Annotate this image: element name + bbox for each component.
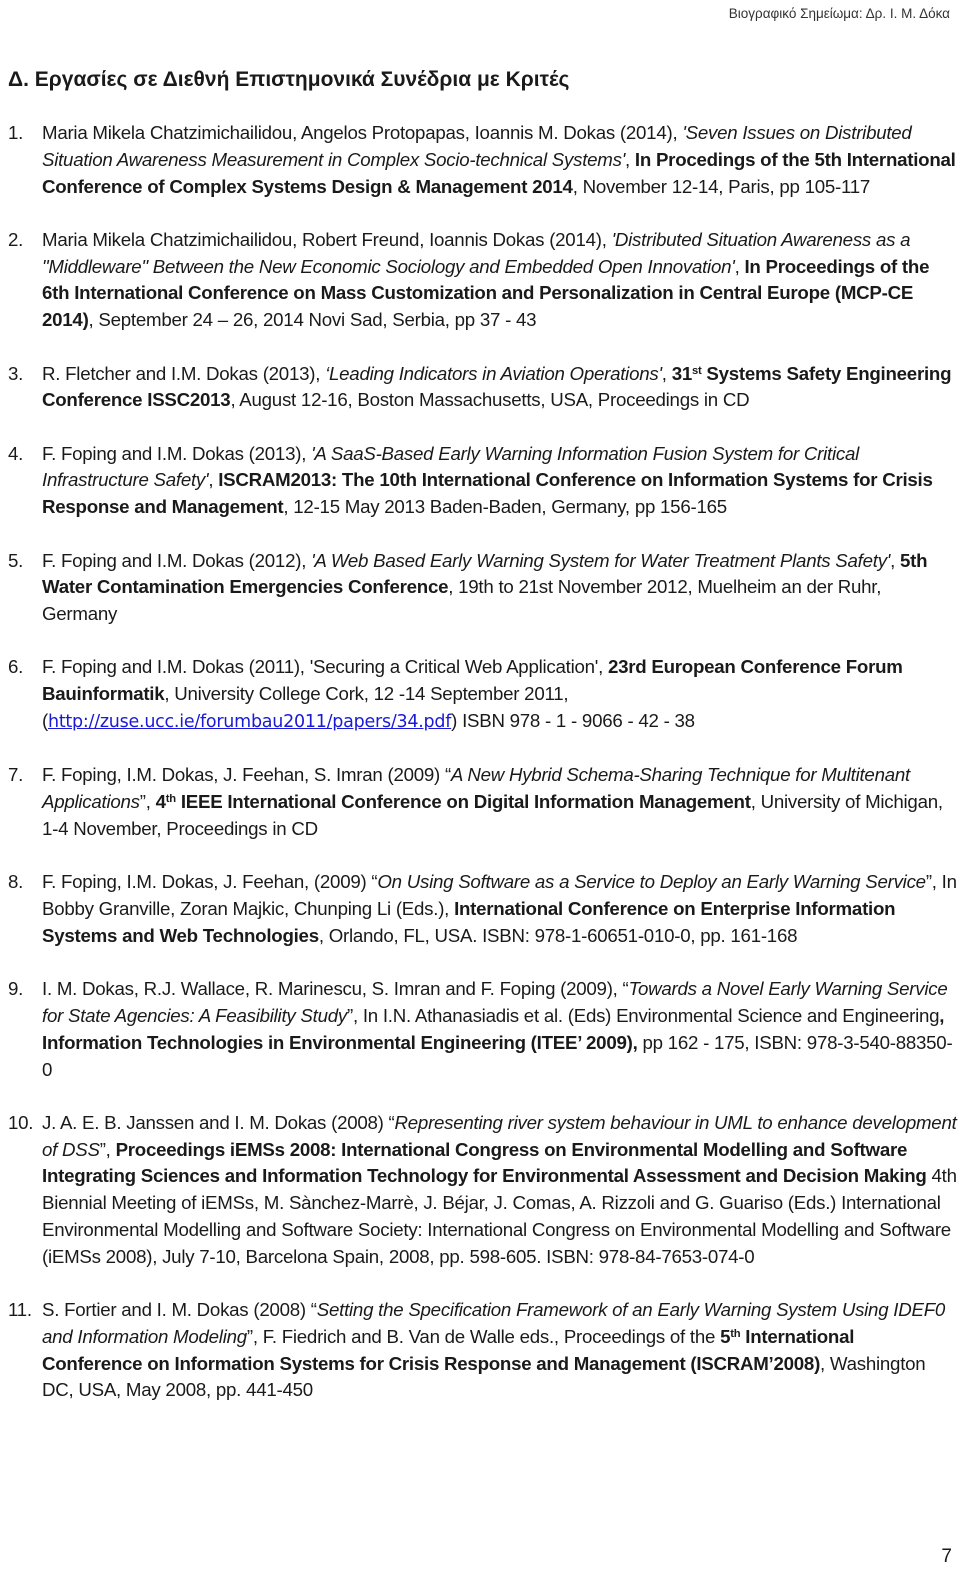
reference-fragment: J. A. E. B. Janssen and I. M. Dokas (2008) “ bbox=[42, 1111, 395, 1133]
reference-fragment: ) ISBN 978 - 1 - 9066 - 42 - 38 bbox=[451, 710, 695, 732]
reference-fragment: 5th Water Contamination Emergencies Conference bbox=[42, 549, 928, 598]
reference-fragment: In Procedings of the 5th International Conference of Complex Systems Design & Management 2014 bbox=[42, 148, 956, 197]
reference-fragment: 'Seven Issues on Distributed Situation Awareness Measurement in Complex Socio-technical Systems' bbox=[42, 122, 912, 170]
reference-fragment: , bbox=[734, 255, 745, 277]
reference-number: 1. bbox=[8, 122, 24, 143]
reference-item bbox=[8, 654, 958, 735]
reference-item bbox=[8, 120, 958, 200]
reference-fragment: , 12-15 May 2013 Baden-Baden, Germany, pp 156-165 bbox=[283, 496, 727, 518]
reference-fragment: Maria Mikela Chatzimichailidou, Angelos Protopapas, Ioannis M. Dokas (2014), bbox=[42, 122, 683, 143]
reference-number: 10. bbox=[8, 1111, 34, 1133]
reference-fragment: ”, bbox=[139, 791, 156, 813]
reference-number: 5. bbox=[8, 549, 24, 571]
reference-fragment: 5 bbox=[720, 1325, 731, 1347]
reference-fragment: , bbox=[208, 469, 219, 491]
reference-fragment: IEEE International Conference on Digital Information Management bbox=[175, 791, 751, 813]
reference-fragment: , bbox=[890, 549, 900, 571]
reference-number: 3. bbox=[8, 362, 24, 384]
reference-fragment: ”, bbox=[99, 1138, 116, 1160]
reference-fragment: 4th Biennial Meeting of iEMSs, M. Sànchez-Marrè, J. Béjar, J. Comas, A. Rizzoli and G. Guariso (Eds.) International Environmental Modelling and Software Society: International Congress on Environmental Modelling and Software (iEMSs 2008), July 7-10, Barcelona Spain, 2008, pp. 598-605. ISBN: 978-84-7653-074-0 bbox=[42, 1165, 957, 1267]
reference-item bbox=[8, 1297, 958, 1404]
reference-fragment: On Using Software as a Service to Deploy an Early Warning Service bbox=[377, 871, 926, 893]
reference-fragment: , University College Cork, 12 -14 September 2011, ( bbox=[42, 683, 569, 732]
reference-fragment: , November 12-14, Paris, pp 105-117 bbox=[572, 175, 871, 197]
section-title: Δ. Εργασίες σε Διεθνή Επιστημονικά Συνέδρια με Κριτές bbox=[8, 68, 570, 91]
reference-fragment: 'A Web Based Early Warning System for Water Treatment Plants Safety' bbox=[311, 549, 891, 571]
reference-fragment: 'A SaaS-Based Early Warning Information Fusion System for Critical Infrastructure Safety' bbox=[42, 442, 859, 491]
reference-text bbox=[42, 548, 958, 628]
reference-number: 2. bbox=[8, 228, 24, 250]
reference-fragment: International Conference on Enterprise Information Systems and Web Technologies bbox=[42, 898, 896, 946]
reference-number: 9. bbox=[8, 978, 24, 1000]
reference-fragment: Setting the Specification Framework of an Early Warning System Using IDEF0 and Information Modeling bbox=[42, 1299, 945, 1347]
page-number: 7 bbox=[941, 1546, 952, 1567]
reference-list bbox=[8, 120, 958, 1431]
reference-item bbox=[8, 762, 958, 842]
reference-fragment: Systems Safety Engineering Conference ISSC2013 bbox=[42, 362, 952, 411]
reference-item bbox=[8, 361, 958, 415]
reference-fragment: th bbox=[165, 792, 176, 805]
reference-fragment: , August 12-16, Boston Massachusetts, USA, Proceedings in CD bbox=[230, 389, 750, 411]
reference-text bbox=[42, 654, 958, 735]
reference-fragment: F. Foping, I.M. Dokas, J. Feehan, S. Imran (2009) “ bbox=[42, 764, 451, 786]
reference-fragment: 23rd European Conference Forum Bauinformatik bbox=[42, 656, 903, 705]
reference-text bbox=[42, 976, 958, 1083]
reference-fragment: Representing river system behaviour in UML to enhance development of DSS bbox=[42, 1111, 957, 1160]
reference-fragment: st bbox=[691, 364, 702, 377]
reference-fragment: A New Hybrid Schema-Sharing Technique for Multitenant Applications bbox=[42, 764, 910, 813]
reference-fragment: F. Foping and I.M. Dokas (2011), 'Securing a Critical Web Application', bbox=[42, 656, 608, 678]
reference-fragment: , University of Michigan, 1-4 November, Proceedings in CD bbox=[42, 791, 943, 839]
reference-text bbox=[42, 227, 958, 334]
reference-fragment: , September 24 – 26, 2014 Novi Sad, Serbia, pp 37 - 43 bbox=[88, 309, 537, 331]
reference-fragment: Maria Mikela Chatzimichailidou, Robert Freund, Ioannis Dokas (2014), bbox=[42, 228, 612, 250]
pdf-link[interactable]: http://zuse.ucc.ie/forumbau2011/papers/34.pdf bbox=[47, 712, 452, 733]
reference-fragment: In Proceedings of the 6th International Conference on Mass Customization and Personalization in Central Europe (MCP-CE 2014) bbox=[42, 255, 930, 331]
reference-item bbox=[8, 1110, 958, 1271]
reference-fragment: 'Distributed Situation Awareness as a "Middleware" Between the New Economic Sociology and Embedded Open Innovation' bbox=[42, 228, 911, 277]
reference-fragment: F. Foping and I.M. Dokas (2013), bbox=[42, 442, 312, 464]
reference-text bbox=[42, 1297, 958, 1404]
reference-fragment: 4 bbox=[155, 791, 166, 813]
reference-fragment: , Orlando, FL, USA. ISBN: 978-1-60651-010-0, pp. 161-168 bbox=[318, 924, 798, 946]
reference-item bbox=[8, 976, 958, 1083]
reference-number: 11. bbox=[8, 1299, 32, 1321]
reference-fragment: ”, F. Fiedrich and B. Van de Walle eds., Proceedings of the bbox=[246, 1325, 721, 1347]
reference-fragment: 31 bbox=[671, 362, 692, 384]
reference-fragment: , bbox=[625, 148, 635, 170]
reference-text bbox=[42, 120, 958, 200]
reference-fragment: , Washington DC, USA, May 2008, pp. 441-450 bbox=[42, 1352, 926, 1401]
reference-fragment: th bbox=[730, 1327, 741, 1340]
reference-text bbox=[42, 1110, 958, 1271]
reference-fragment: , bbox=[661, 362, 672, 384]
reference-fragment: pp 162 - 175, ISBN: 978-3-540-88350-0 bbox=[42, 1031, 953, 1080]
reference-item bbox=[8, 869, 958, 949]
reference-item bbox=[8, 548, 958, 628]
reference-fragment: ‘Leading Indicators in Aviation Operations' bbox=[325, 362, 662, 384]
reference-fragment: Proceedings iEMSs 2008: International Congress on Environmental Modelling and Software Integrating Sciences and Information Technology for Environmental Assessment and Decision Making bbox=[42, 1138, 927, 1187]
reference-fragment: ”, In I.N. Athanasiadis et al. (Eds) Environmental Science and Engineering bbox=[346, 1004, 940, 1026]
reference-text bbox=[42, 762, 958, 842]
reference-number: 4. bbox=[8, 442, 24, 464]
reference-fragment: F. Foping, I.M. Dokas, J. Feehan, (2009) “ bbox=[42, 871, 378, 893]
reference-fragment: , Information Technologies in Environmental Engineering (ITEE’ 2009), bbox=[42, 1004, 945, 1053]
reference-number: 7. bbox=[8, 764, 24, 786]
reference-text bbox=[42, 361, 958, 415]
reference-fragment: S. Fortier and I. M. Dokas (2008) “ bbox=[42, 1299, 317, 1321]
running-header: Βιογραφικό Σημείωμα: Δρ. Ι. Μ. Δόκα bbox=[728, 6, 950, 21]
reference-fragment: R. Fletcher and I.M. Dokas (2013), bbox=[42, 362, 326, 384]
reference-fragment: F. Foping and I.M. Dokas (2012), bbox=[42, 549, 312, 571]
reference-fragment: , 19th to 21st November 2012, Muelheim an der Ruhr, Germany bbox=[42, 576, 882, 625]
reference-fragment: International Conference on Information Systems for Crisis Response and Management (ISCRAM’2008) bbox=[42, 1325, 855, 1374]
reference-number: 8. bbox=[8, 871, 24, 893]
reference-text bbox=[42, 869, 958, 949]
reference-fragment: ISCRAM2013: The 10th International Conference on Information Systems for Crisis Response and Management bbox=[42, 469, 933, 518]
reference-item bbox=[8, 227, 958, 334]
reference-fragment: Towards a Novel Early Warning Service for State Agencies: A Feasibility Study bbox=[42, 978, 948, 1026]
reference-number: 6. bbox=[8, 656, 24, 678]
reference-fragment: I. M. Dokas, R.J. Wallace, R. Marinescu, S. Imran and F. Foping (2009), “ bbox=[42, 978, 629, 1000]
reference-item bbox=[8, 441, 958, 521]
reference-text bbox=[42, 441, 958, 521]
reference-fragment: ”, In Bobby Granville, Zoran Majkic, Chunping Li (Eds.), bbox=[42, 871, 957, 920]
